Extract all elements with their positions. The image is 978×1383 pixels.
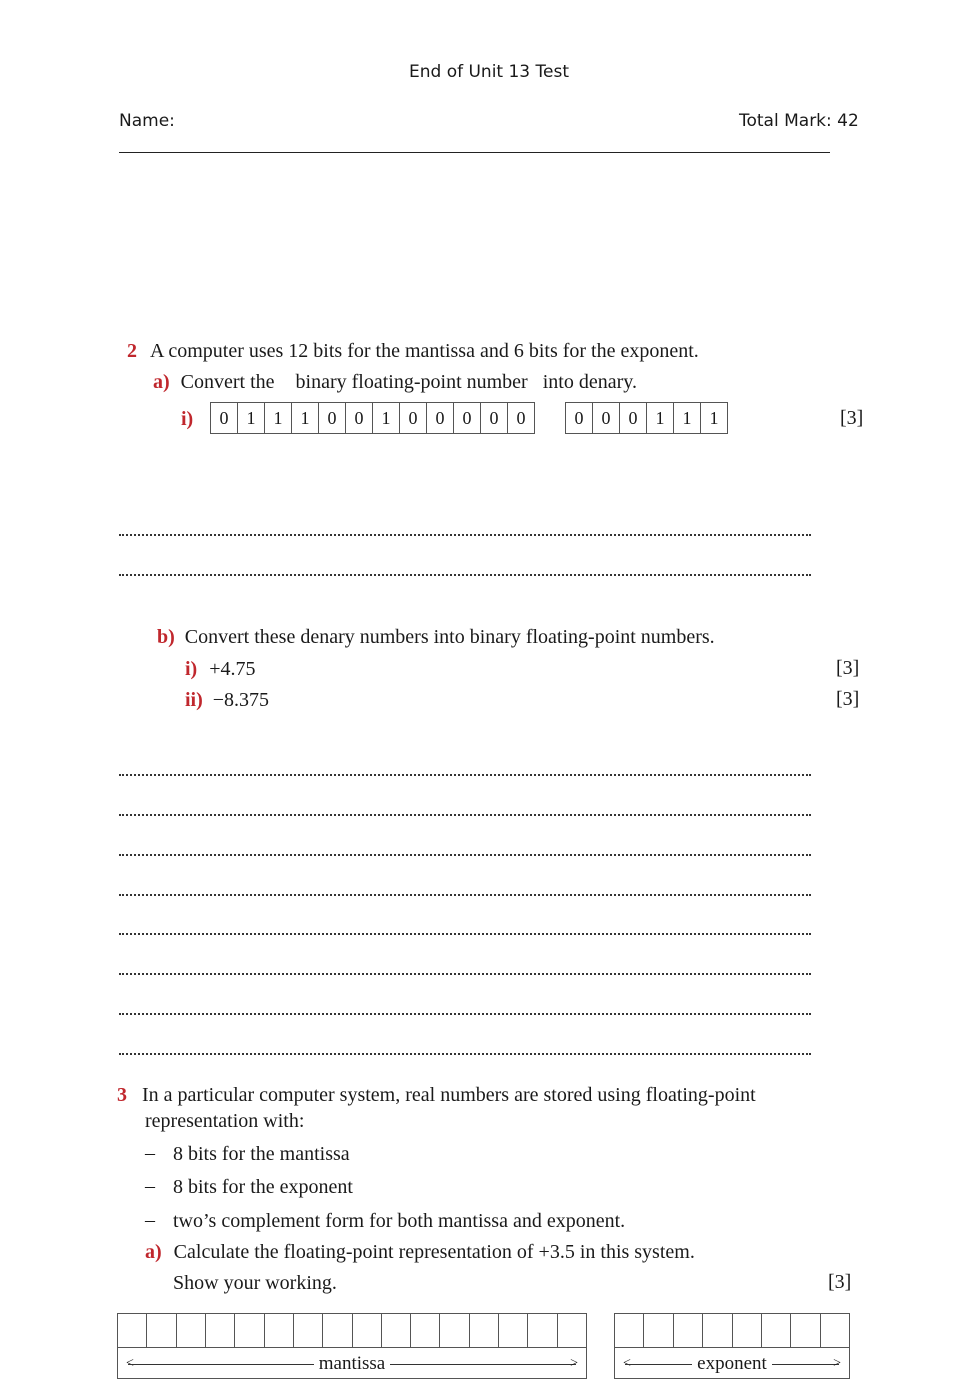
subpart-label: i)	[181, 408, 194, 430]
answer-line	[119, 933, 811, 935]
answer-cell[interactable]	[703, 1314, 732, 1347]
bit-box: 0	[210, 402, 237, 434]
answer-cell[interactable]	[791, 1314, 820, 1347]
answer-cell[interactable]	[528, 1314, 557, 1347]
bit-box: 0	[318, 402, 345, 434]
answer-cell[interactable]	[147, 1314, 176, 1347]
subpart-value: +4.75	[209, 658, 256, 680]
bullet-item: two’s complement form for both mantissa and exponent.	[173, 1210, 626, 1232]
arrow-right-icon: >	[833, 1356, 841, 1371]
answer-cell[interactable]	[733, 1314, 762, 1347]
answer-cell[interactable]	[235, 1314, 264, 1347]
part-label: a)	[153, 371, 170, 393]
bit-box: 1	[237, 402, 264, 434]
bit-box: 0	[426, 402, 453, 434]
question-2b-i	[185, 657, 256, 681]
mantissa-answer-box	[117, 1313, 587, 1379]
answer-cell[interactable]	[411, 1314, 440, 1347]
question-2a	[153, 370, 637, 394]
answer-line	[119, 814, 811, 816]
exponent-label: exponent	[692, 1353, 772, 1375]
bit-box: 0	[345, 402, 372, 434]
answer-line	[119, 1053, 811, 1055]
answer-cell[interactable]	[382, 1314, 411, 1347]
part-text: Convert these denary numbers into binary floating-point numbers.	[184, 626, 715, 648]
name-underline	[119, 152, 830, 153]
mantissa-bit-boxes	[210, 402, 535, 434]
marks-label: [3]	[828, 1271, 852, 1293]
arrow-left-icon: <	[126, 1356, 134, 1371]
question-number: 2	[127, 340, 137, 362]
bit-box: 0	[592, 402, 619, 434]
answer-cell[interactable]	[615, 1314, 644, 1347]
bullet-item: 8 bits for the exponent	[173, 1176, 353, 1198]
answer-cell[interactable]	[644, 1314, 673, 1347]
answer-line	[119, 1013, 811, 1015]
marks-label: [3]	[836, 657, 860, 679]
subpart-label: i)	[185, 658, 198, 680]
question-3-stem	[117, 1083, 756, 1107]
bit-box: 1	[673, 402, 700, 434]
answer-line	[119, 534, 811, 536]
bit-box: 0	[565, 402, 592, 434]
bullet-dash: –	[145, 1142, 155, 1164]
question-2b	[157, 625, 715, 649]
mantissa-arrow	[118, 1348, 586, 1379]
subpart-label: ii)	[185, 689, 203, 711]
bit-box: 1	[700, 402, 728, 434]
answer-cell[interactable]	[265, 1314, 294, 1347]
exponent-cells	[615, 1314, 849, 1348]
question-number: 3	[117, 1084, 127, 1106]
total-mark: Total Mark: 42	[739, 111, 859, 131]
name-label: Name:	[119, 111, 175, 131]
answer-line	[119, 774, 811, 776]
mantissa-label: mantissa	[314, 1353, 391, 1375]
mantissa-cells	[118, 1314, 586, 1348]
answer-cell[interactable]	[353, 1314, 382, 1347]
answer-line	[119, 894, 811, 896]
exponent-bit-boxes	[565, 402, 728, 434]
part-label: b)	[157, 626, 175, 648]
question-text: A computer uses 12 bits for the mantissa and 6 bits for the exponent.	[150, 340, 699, 362]
part-text: Show your working.	[173, 1272, 337, 1294]
answer-line	[119, 973, 811, 975]
question-3a	[145, 1240, 695, 1264]
bit-box: 0	[507, 402, 535, 434]
page-title: End of Unit 13 Test	[408, 62, 570, 82]
marks-label: [3]	[840, 407, 864, 429]
bullet-dash: –	[145, 1175, 155, 1197]
part-text: binary floating-point number	[295, 371, 528, 393]
subpart-value: −8.375	[212, 689, 270, 711]
answer-cell[interactable]	[821, 1314, 849, 1347]
question-2-stem	[127, 339, 699, 363]
answer-cell[interactable]	[118, 1314, 147, 1347]
part-text: Calculate the floating-point representation of +3.5 in this system.	[173, 1241, 695, 1263]
question-text: In a particular computer system, real numbers are stored using floating-point	[142, 1084, 756, 1106]
part-text: into denary.	[542, 371, 637, 393]
answer-cell[interactable]	[674, 1314, 703, 1347]
answer-cell[interactable]	[470, 1314, 499, 1347]
answer-cell[interactable]	[323, 1314, 352, 1347]
answer-cell[interactable]	[206, 1314, 235, 1347]
exponent-answer-box	[614, 1313, 850, 1379]
bit-box: 0	[480, 402, 507, 434]
bit-box: 1	[264, 402, 291, 434]
bit-box: 0	[619, 402, 646, 434]
answer-line	[119, 574, 811, 576]
answer-cell[interactable]	[177, 1314, 206, 1347]
part-label: a)	[145, 1241, 162, 1263]
arrow-left-icon: <	[623, 1356, 631, 1371]
answer-cell[interactable]	[762, 1314, 791, 1347]
bullet-item: 8 bits for the mantissa	[173, 1143, 350, 1165]
answer-cell[interactable]	[294, 1314, 323, 1347]
answer-line	[119, 854, 811, 856]
exponent-arrow	[615, 1348, 849, 1379]
bullet-dash: –	[145, 1209, 155, 1231]
answer-cell[interactable]	[499, 1314, 528, 1347]
bit-box: 1	[646, 402, 673, 434]
arrow-right-icon: >	[570, 1356, 578, 1371]
bit-box: 0	[453, 402, 480, 434]
part-text: Convert the	[180, 371, 275, 393]
bit-box: 1	[372, 402, 399, 434]
answer-cell[interactable]	[440, 1314, 469, 1347]
question-text: representation with:	[145, 1110, 305, 1132]
answer-cell[interactable]	[558, 1314, 586, 1347]
marks-label: [3]	[836, 688, 860, 710]
bit-box: 1	[291, 402, 318, 434]
bit-box: 0	[399, 402, 426, 434]
question-2b-ii	[185, 688, 269, 712]
